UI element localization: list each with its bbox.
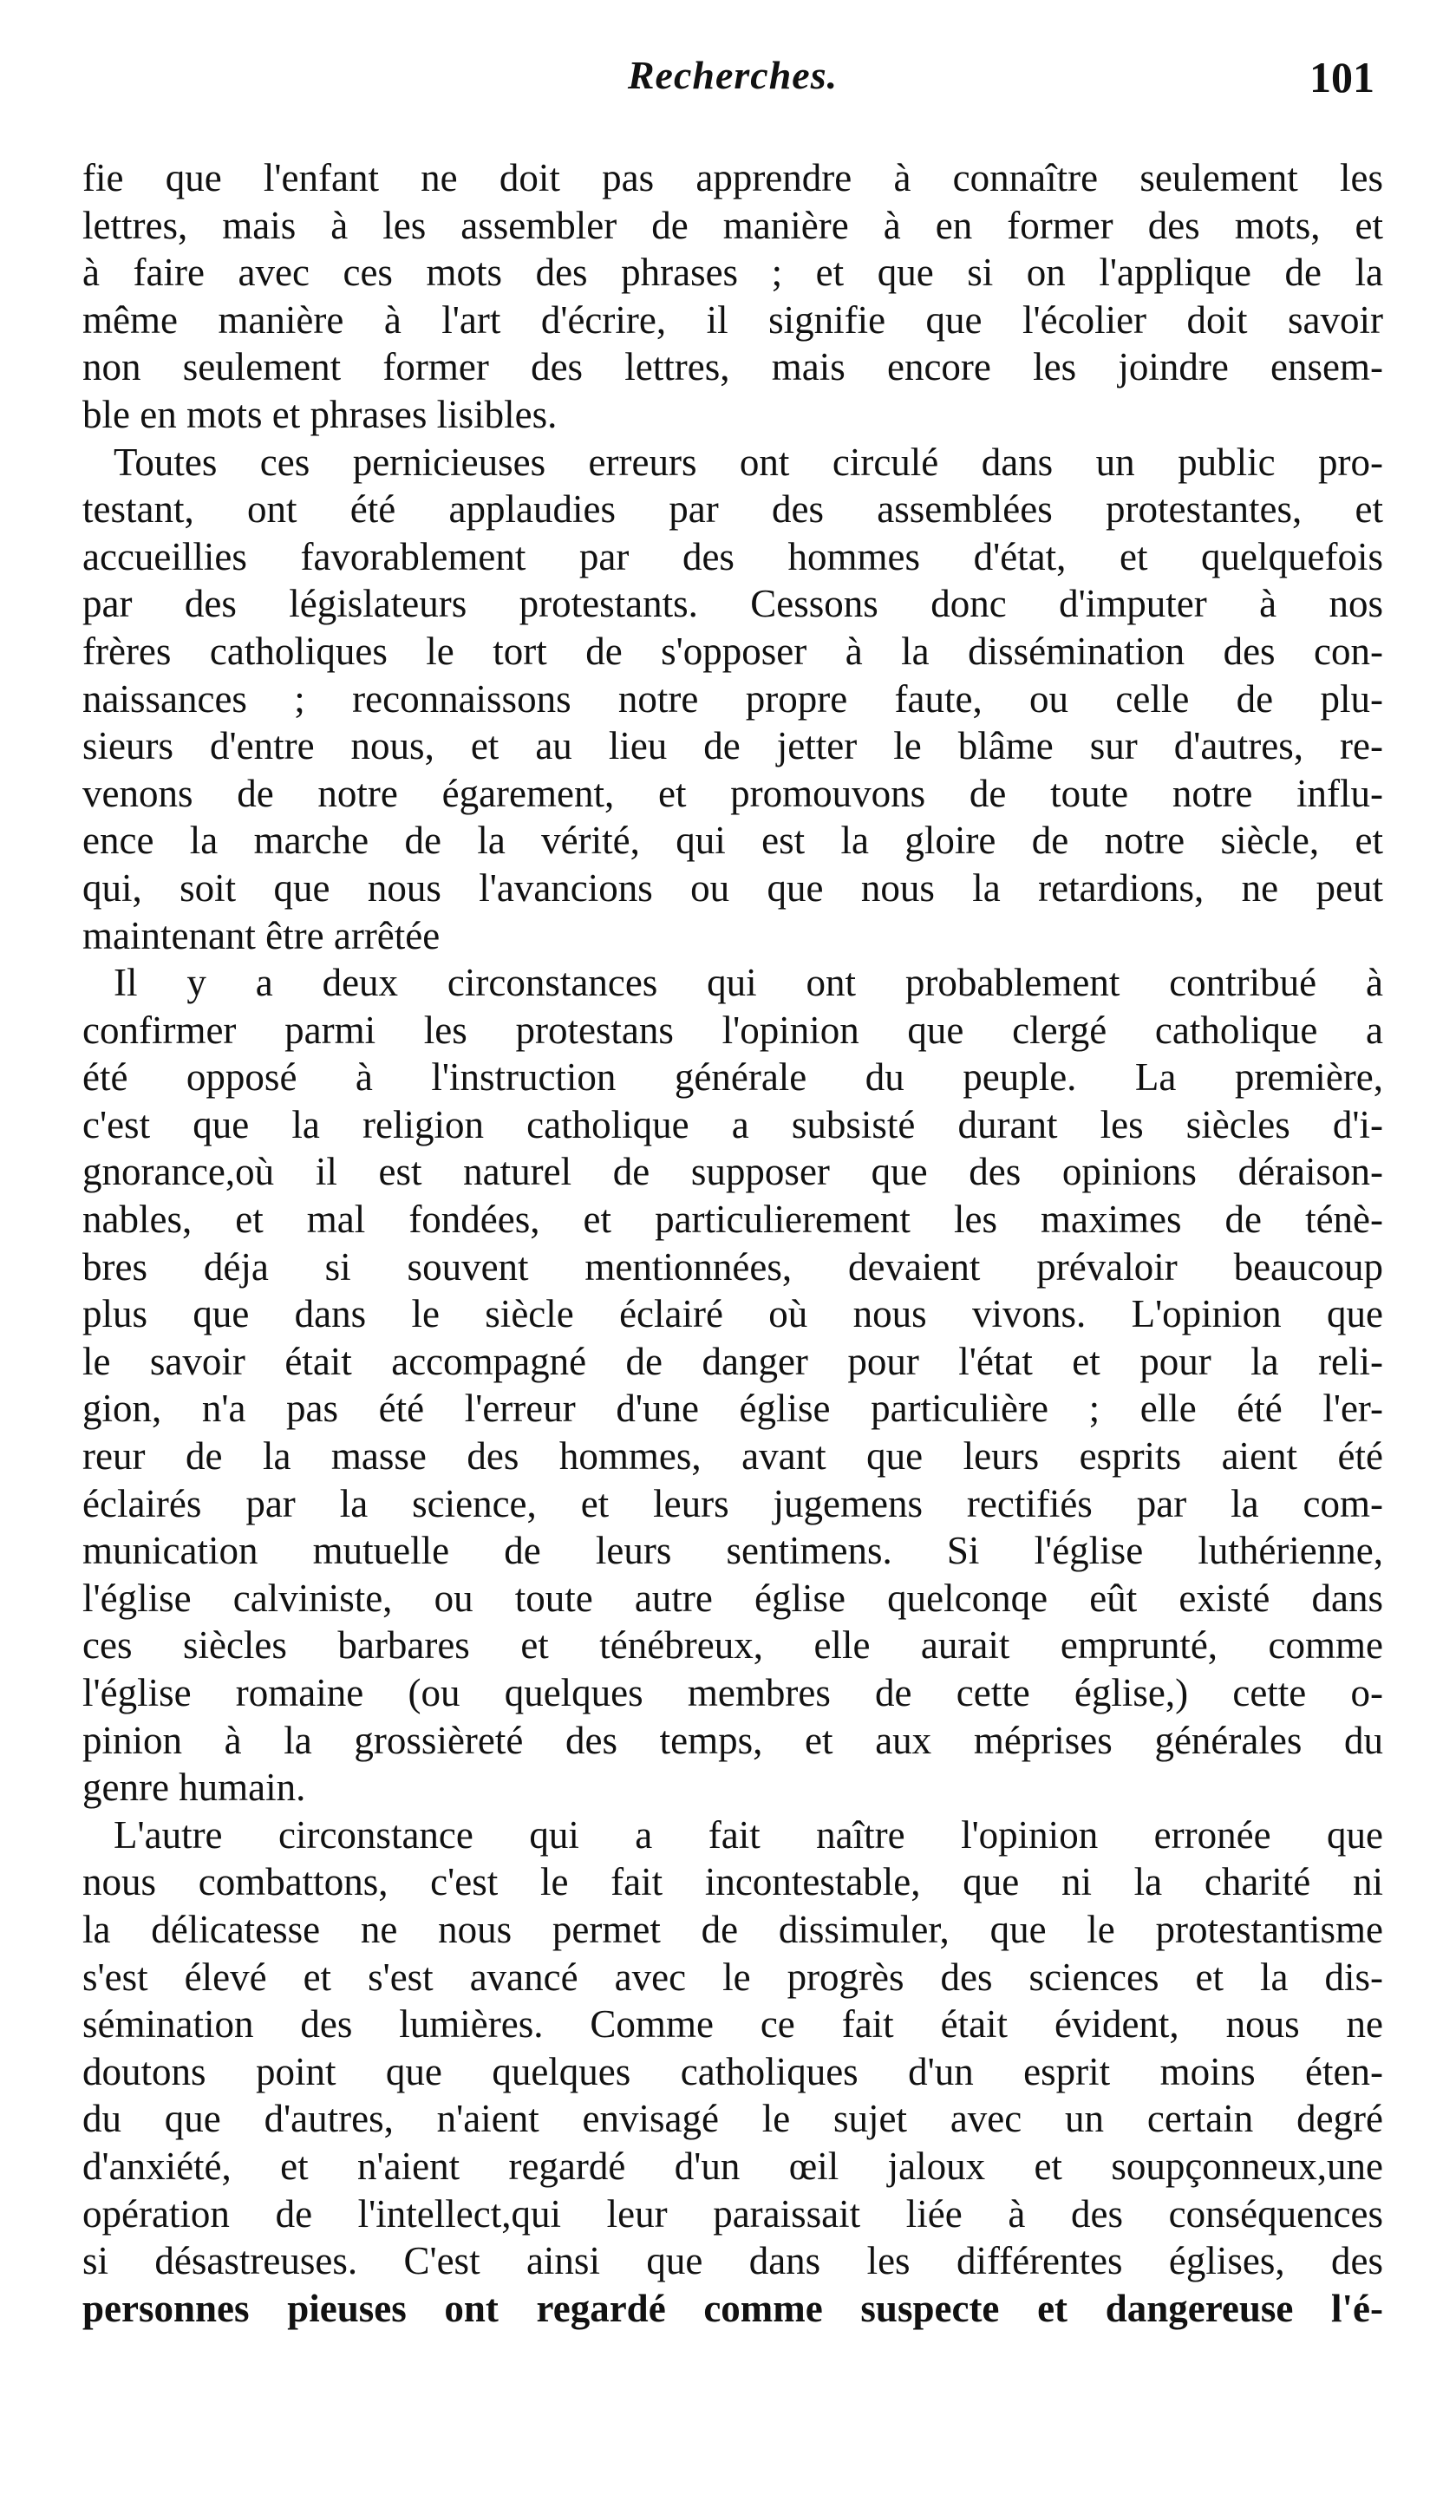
text-line: reur de la masse des hommes, avant que leurs esprits aient été	[82, 1434, 1383, 1479]
text-line: maintenant être arrêtée	[82, 913, 441, 957]
text-line: testant, ont été applaudies par des assemblées protestantes, et	[82, 487, 1383, 532]
text-line: frères catholiques le tort de s'opposer à la dissémination des con-	[82, 629, 1383, 673]
text-line: été opposé à l'instruction générale du peuple. La première,	[82, 1055, 1383, 1100]
text-line: munication mutuelle de leurs sentimens. Si l'église luthérienne,	[82, 1529, 1383, 1573]
paragraph-start-line: L'autre circonstance qui a fait naître l'opinion erronée que	[114, 1812, 1383, 1857]
text-line: d'anxiété, et n'aient regardé d'un œil jaloux et soupçonneux,une	[82, 2144, 1383, 2188]
text-line: ence la marche de la vérité, qui est la gloire de notre siècle, et	[82, 819, 1383, 863]
text-line: du que d'autres, n'aient envisagé le sujet avec un certain degré	[82, 2097, 1383, 2141]
text-line: lettres, mais à les assembler de manière à en former des mots, et	[82, 203, 1383, 247]
text-line: nables, et mal fondées, et particulierement les maximes de ténè-	[82, 1198, 1383, 1242]
running-head: Recherches.	[627, 53, 839, 97]
body-text	[82, 154, 1383, 2332]
text-line: éclairés par la science, et leurs jugemens rectifiés par la com-	[82, 1481, 1383, 1525]
text-line: gnorance,où il est naturel de supposer que des opinions déraison-	[82, 1150, 1383, 1194]
text-line: ble en mots et phrases lisibles.	[82, 392, 558, 436]
text-line: sieurs d'entre nous, et au lieu de jetter le blâme sur d'autres, re-	[82, 724, 1383, 768]
page-number: 101	[1309, 53, 1374, 101]
text-line: personnes pieuses ont regardé comme suspecte et dangereuse l'é-	[82, 2286, 1383, 2330]
text-line: qui, soit que nous l'avancions ou que nous la retardions, ne peut	[82, 865, 1383, 910]
text-line: même manière à l'art d'écrire, il signifie que l'écolier doit savoir	[82, 297, 1383, 342]
text-line: gion, n'a pas été l'erreur d'une église particulière ; elle été l'er-	[82, 1387, 1383, 1431]
text-line: genre humain.	[82, 1766, 306, 1810]
page-header	[82, 52, 1383, 113]
text-line: doutons point que quelques catholiques d'un esprit moins éten-	[82, 2049, 1383, 2093]
text-line: confirmer parmi les protestans l'opinion que clergé catholique a	[82, 1008, 1383, 1052]
text-line: naissances ; reconnaissons notre propre faute, ou celle de plu-	[82, 676, 1383, 721]
text-line: sémination des lumières. Comme ce fait était évident, nous ne	[82, 2002, 1383, 2047]
text-line: accueillies favorablement par des hommes d'état, et quelquefois	[82, 534, 1383, 578]
text-line: venons de notre égarement, et promouvons de toute notre influ-	[82, 771, 1383, 815]
text-line: nous combattons, c'est le fait incontestable, que ni la charité ni	[82, 1860, 1383, 1904]
text-line: ces siècles barbares et ténébreux, elle aurait emprunté, comme	[82, 1623, 1383, 1668]
text-line: bres déja si souvent mentionnées, devaient prévaloir beaucoup	[82, 1244, 1383, 1289]
text-line: l'église calviniste, ou toute autre église quelconqe eût existé dans	[82, 1576, 1383, 1620]
text-line: fie que l'enfant ne doit pas apprendre à connaître seulement les	[82, 156, 1383, 199]
text-line: s'est élevé et s'est avancé avec le progrès des sciences et la dis-	[82, 1955, 1383, 1999]
text-line: c'est que la religion catholique a subsisté durant les siècles d'i-	[82, 1102, 1383, 1146]
text-line: à faire avec ces mots des phrases ; et que si on l'applique de la	[82, 251, 1383, 295]
text-line: plus que dans le siècle éclairé où nous vivons. L'opinion que	[82, 1292, 1383, 1336]
paragraph-start-line: Toutes ces pernicieuses erreurs ont circulé dans un public pro-	[114, 440, 1383, 484]
paragraph-start-line: Il y a deux circonstances qui ont probablement contribué à	[114, 961, 1383, 1005]
text-line: pinion à la grossièreté des temps, et aux méprises générales du	[82, 1718, 1383, 1762]
text-line: la délicatesse ne nous permet de dissimuler, que le protestantisme	[82, 1907, 1383, 1951]
text-line: opération de l'intellect,qui leur paraissait liée à des conséquences	[82, 2191, 1383, 2236]
text-line: l'église romaine (ou quelques membres de cette église,) cette o-	[82, 1671, 1383, 1714]
text-line: non seulement former des lettres, mais encore les joindre ensem-	[82, 345, 1383, 389]
text-line: par des législateurs protestants. Cessons donc d'imputer à nos	[82, 582, 1383, 626]
text-line: si désastreuses. C'est ainsi que dans les différentes églises, des	[82, 2239, 1383, 2283]
text-line: le savoir était accompagné de danger pour l'état et pour la reli-	[82, 1339, 1383, 1383]
